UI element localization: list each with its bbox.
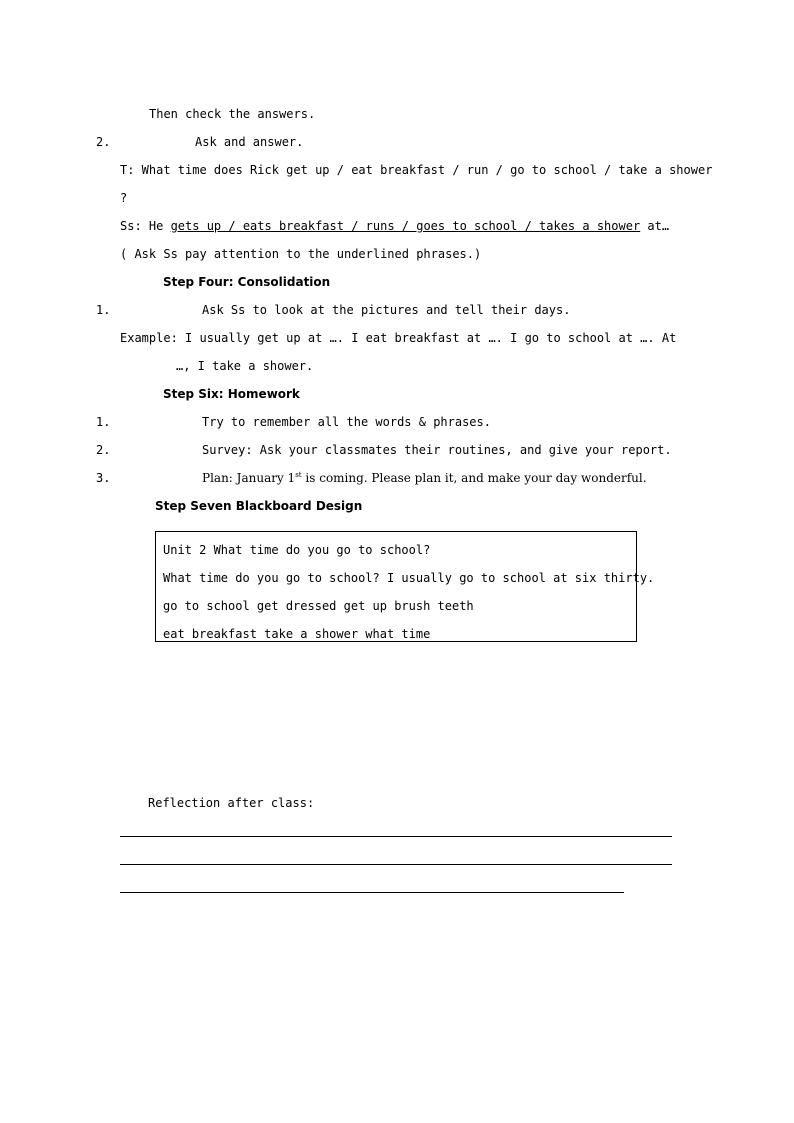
teacher-note: ( Ask Ss pay attention to the underlined phrases.) [120,247,482,261]
blackboard-design-box [155,531,655,642]
reflection-line-1 [120,836,672,837]
check-answers-line: Then check the answers. [149,107,316,121]
board-sentence: What time do you go to school? I usually go to school at six thirty. [163,571,655,585]
homework-item-3 [202,470,647,486]
homework-item-3-end: is coming. Please plan it, and make your day wonderful. [301,471,647,485]
consolidation-task: Ask Ss to look at the pictures and tell their days. [202,303,571,317]
board-phrases-1: go to school get dressed get up brush teeth [163,599,474,613]
student-answer-prefix: Ss: He [120,219,171,233]
step-seven-heading: Step Seven Blackboard Design [155,499,363,513]
item-number: 2. [96,443,111,457]
reflection-line-2 [120,864,672,865]
item-number: 2. [96,135,111,149]
board-title: Unit 2 What time do you go to school? [163,543,431,557]
step-four-heading: Step Four: Consolidation [163,275,331,289]
homework-item-1: Try to remember all the words & phrases. [202,415,491,429]
homework-item-3-start: Plan: January 1 [202,471,296,485]
student-answer [120,218,669,234]
underlined-phrases: gets up / eats breakfast / runs / goes to school / takes a shower [170,219,641,233]
item-number: 1. [96,415,111,429]
homework-item-2: Survey: Ask your classmates their routines, and give your report. [202,443,672,457]
example-line-1: Example: I usually get up at …. I eat breakfast at …. I go to school at …. At [120,331,677,345]
item-number: 1. [96,303,111,317]
student-answer-suffix: at… [640,219,670,233]
ordinal-suffix: st [295,471,302,479]
reflection-label: Reflection after class: [148,796,315,810]
teacher-question: T: What time does Rick get up / eat breakfast / run / go to school / take a shower [120,163,713,177]
example-line-2: …, I take a shower. [176,359,314,373]
teacher-question-end: ? [120,191,128,205]
item-number: 3. [96,471,111,485]
ask-answer-line: Ask and answer. [195,135,304,149]
reflection-line-3 [120,892,624,893]
step-six-heading: Step Six: Homework [163,387,300,401]
board-phrases-2: eat breakfast take a shower what time [163,627,431,641]
